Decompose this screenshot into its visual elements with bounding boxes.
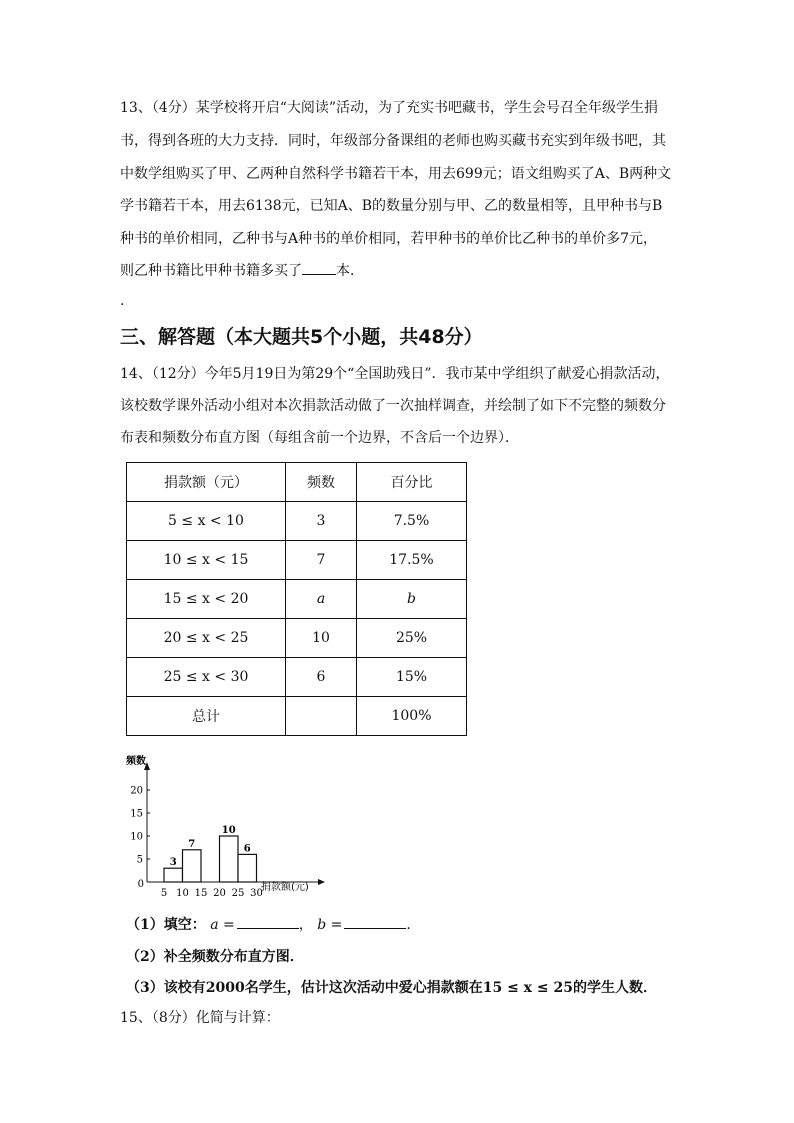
x-tick-label: 30 xyxy=(250,888,263,899)
x-tick-label: 15 xyxy=(194,888,208,899)
q13-line-5: 种书的单价相同，乙种书与A种书的单价相同，若甲种书的单价比乙种书的单价多7元， xyxy=(120,231,658,247)
table-cell: b xyxy=(357,580,467,619)
q13-line-2: 书，得到各班的大力支持．同时，年级部分备课组的老师也购买藏书充实到年级书吧，其 xyxy=(120,133,666,149)
q14-line-1: 14、（12分）今年5月19日为第29个“全国助残日”．我市某中学组织了献爱心捐款活动， xyxy=(120,366,670,382)
table-cell: 3 xyxy=(286,502,357,541)
table-cell: 10 ≤ x < 15 xyxy=(127,541,286,580)
y-tick-label: 15 xyxy=(130,808,143,820)
table-cell: 25 ≤ x < 30 xyxy=(127,658,286,697)
table-cell: 5 ≤ x < 10 xyxy=(127,502,286,541)
sub1-a-label: a = xyxy=(210,917,235,933)
answer-blank-a xyxy=(237,914,299,929)
x-tick-label: 10 xyxy=(176,888,189,899)
table-row xyxy=(127,619,467,658)
sub3-label: （3） xyxy=(126,980,164,996)
q13-last-pre: 则乙种书籍比甲种书籍多买了 xyxy=(120,263,302,279)
table-cell: 10 xyxy=(286,619,357,658)
y-axis-label: 频数 xyxy=(126,756,146,767)
bar-value-label: 7 xyxy=(188,838,196,850)
bar-value-label: 6 xyxy=(243,843,251,855)
q13-answer-blank xyxy=(302,262,336,275)
histogram-bar xyxy=(183,850,202,882)
origin-label: 0 xyxy=(137,879,144,890)
x-tick-label: 5 xyxy=(160,888,168,899)
histogram-bar xyxy=(164,868,183,882)
sub-question-3 xyxy=(126,977,657,997)
table-cell: 25% xyxy=(357,619,467,658)
table-cell: 6 xyxy=(286,658,357,697)
x-axis-label: 捐款额(元) xyxy=(261,882,309,893)
table-row xyxy=(127,541,467,580)
q15-text: 15、（8分）化简与计算： xyxy=(120,1010,280,1026)
table-header-cell: 捐款额（元） xyxy=(127,463,286,502)
sub1-label: （1） xyxy=(126,917,164,933)
y-tick-label: 5 xyxy=(136,854,143,866)
q13-line-4: 学书籍若干本，用去6138元，已知A、B的数量分别与甲、乙的数量相等，且甲种书与B xyxy=(120,198,663,214)
table-header-cell: 百分比 xyxy=(357,463,467,502)
table-row xyxy=(127,580,467,619)
table-row xyxy=(127,658,467,697)
q13-line-6 xyxy=(120,261,364,281)
table-cell: 100% xyxy=(357,697,467,736)
table-row xyxy=(127,697,467,736)
q13-line-3: 中数学组购买了甲、乙两种自然科学书籍若干本，用去699元；语文组购买了A、B两种文 xyxy=(120,166,672,182)
table-cell: 7 xyxy=(286,541,357,580)
table-cell: 17.5% xyxy=(357,541,467,580)
q13-last-post: 本． xyxy=(336,263,364,279)
table-cell: 15 ≤ x < 20 xyxy=(127,580,286,619)
histogram-bar xyxy=(238,854,257,882)
sub1-b-label: b = xyxy=(317,917,343,933)
x-tick-label: 20 xyxy=(213,888,226,899)
section-heading: 三、解答题（本大题共5个小题，共48分） xyxy=(120,326,483,348)
sub3-text: 该校有2000名学生，估计这次活动中爱心捐款额在15 ≤ x ≤ 25的学生人数． xyxy=(163,980,657,996)
q14-line-3: 布表和频数分布直方图（每组含前一个边界，不含后一个边界）． xyxy=(120,430,519,446)
q14-line-2: 该校数学课外活动小组对本次捐款活动做了一次抽样调查，并绘制了如下不完整的频数分 xyxy=(120,398,666,414)
table-row xyxy=(127,502,467,541)
q13-dot: . xyxy=(120,293,125,309)
answer-blank-b xyxy=(344,914,406,929)
sub-question-1: （1）填空： a = ， b = ． xyxy=(126,914,420,934)
sub-question-2 xyxy=(126,946,304,966)
table-cell: a xyxy=(286,580,357,619)
sub2-label: （2） xyxy=(126,949,164,965)
table-cell: 总计 xyxy=(127,697,286,736)
y-tick-label: 10 xyxy=(130,831,143,843)
x-tick-label: 25 xyxy=(231,888,245,899)
q13-line-1: 13、（4分）某学校将开启“大阅读”活动，为了充实书吧藏书，学生会号召全年级学生捐 xyxy=(120,100,659,116)
bar-value-label: 10 xyxy=(221,825,236,836)
table-cell: 15% xyxy=(357,658,467,697)
table-cell: 7.5% xyxy=(357,502,467,541)
frequency-histogram xyxy=(118,752,348,902)
sub1-text: 填空： xyxy=(163,917,206,933)
frequency-table xyxy=(126,462,467,736)
table-cell xyxy=(286,697,357,736)
y-tick-label: 20 xyxy=(130,785,143,797)
table-header-cell: 频数 xyxy=(286,463,357,502)
bar-value-label: 3 xyxy=(169,857,177,869)
table-cell: 20 ≤ x < 25 xyxy=(127,619,286,658)
histogram-bar xyxy=(220,836,239,882)
sub2-text: 补全频数分布直方图． xyxy=(163,949,304,965)
table-header-row xyxy=(127,463,467,502)
x-axis-arrow xyxy=(318,879,325,885)
